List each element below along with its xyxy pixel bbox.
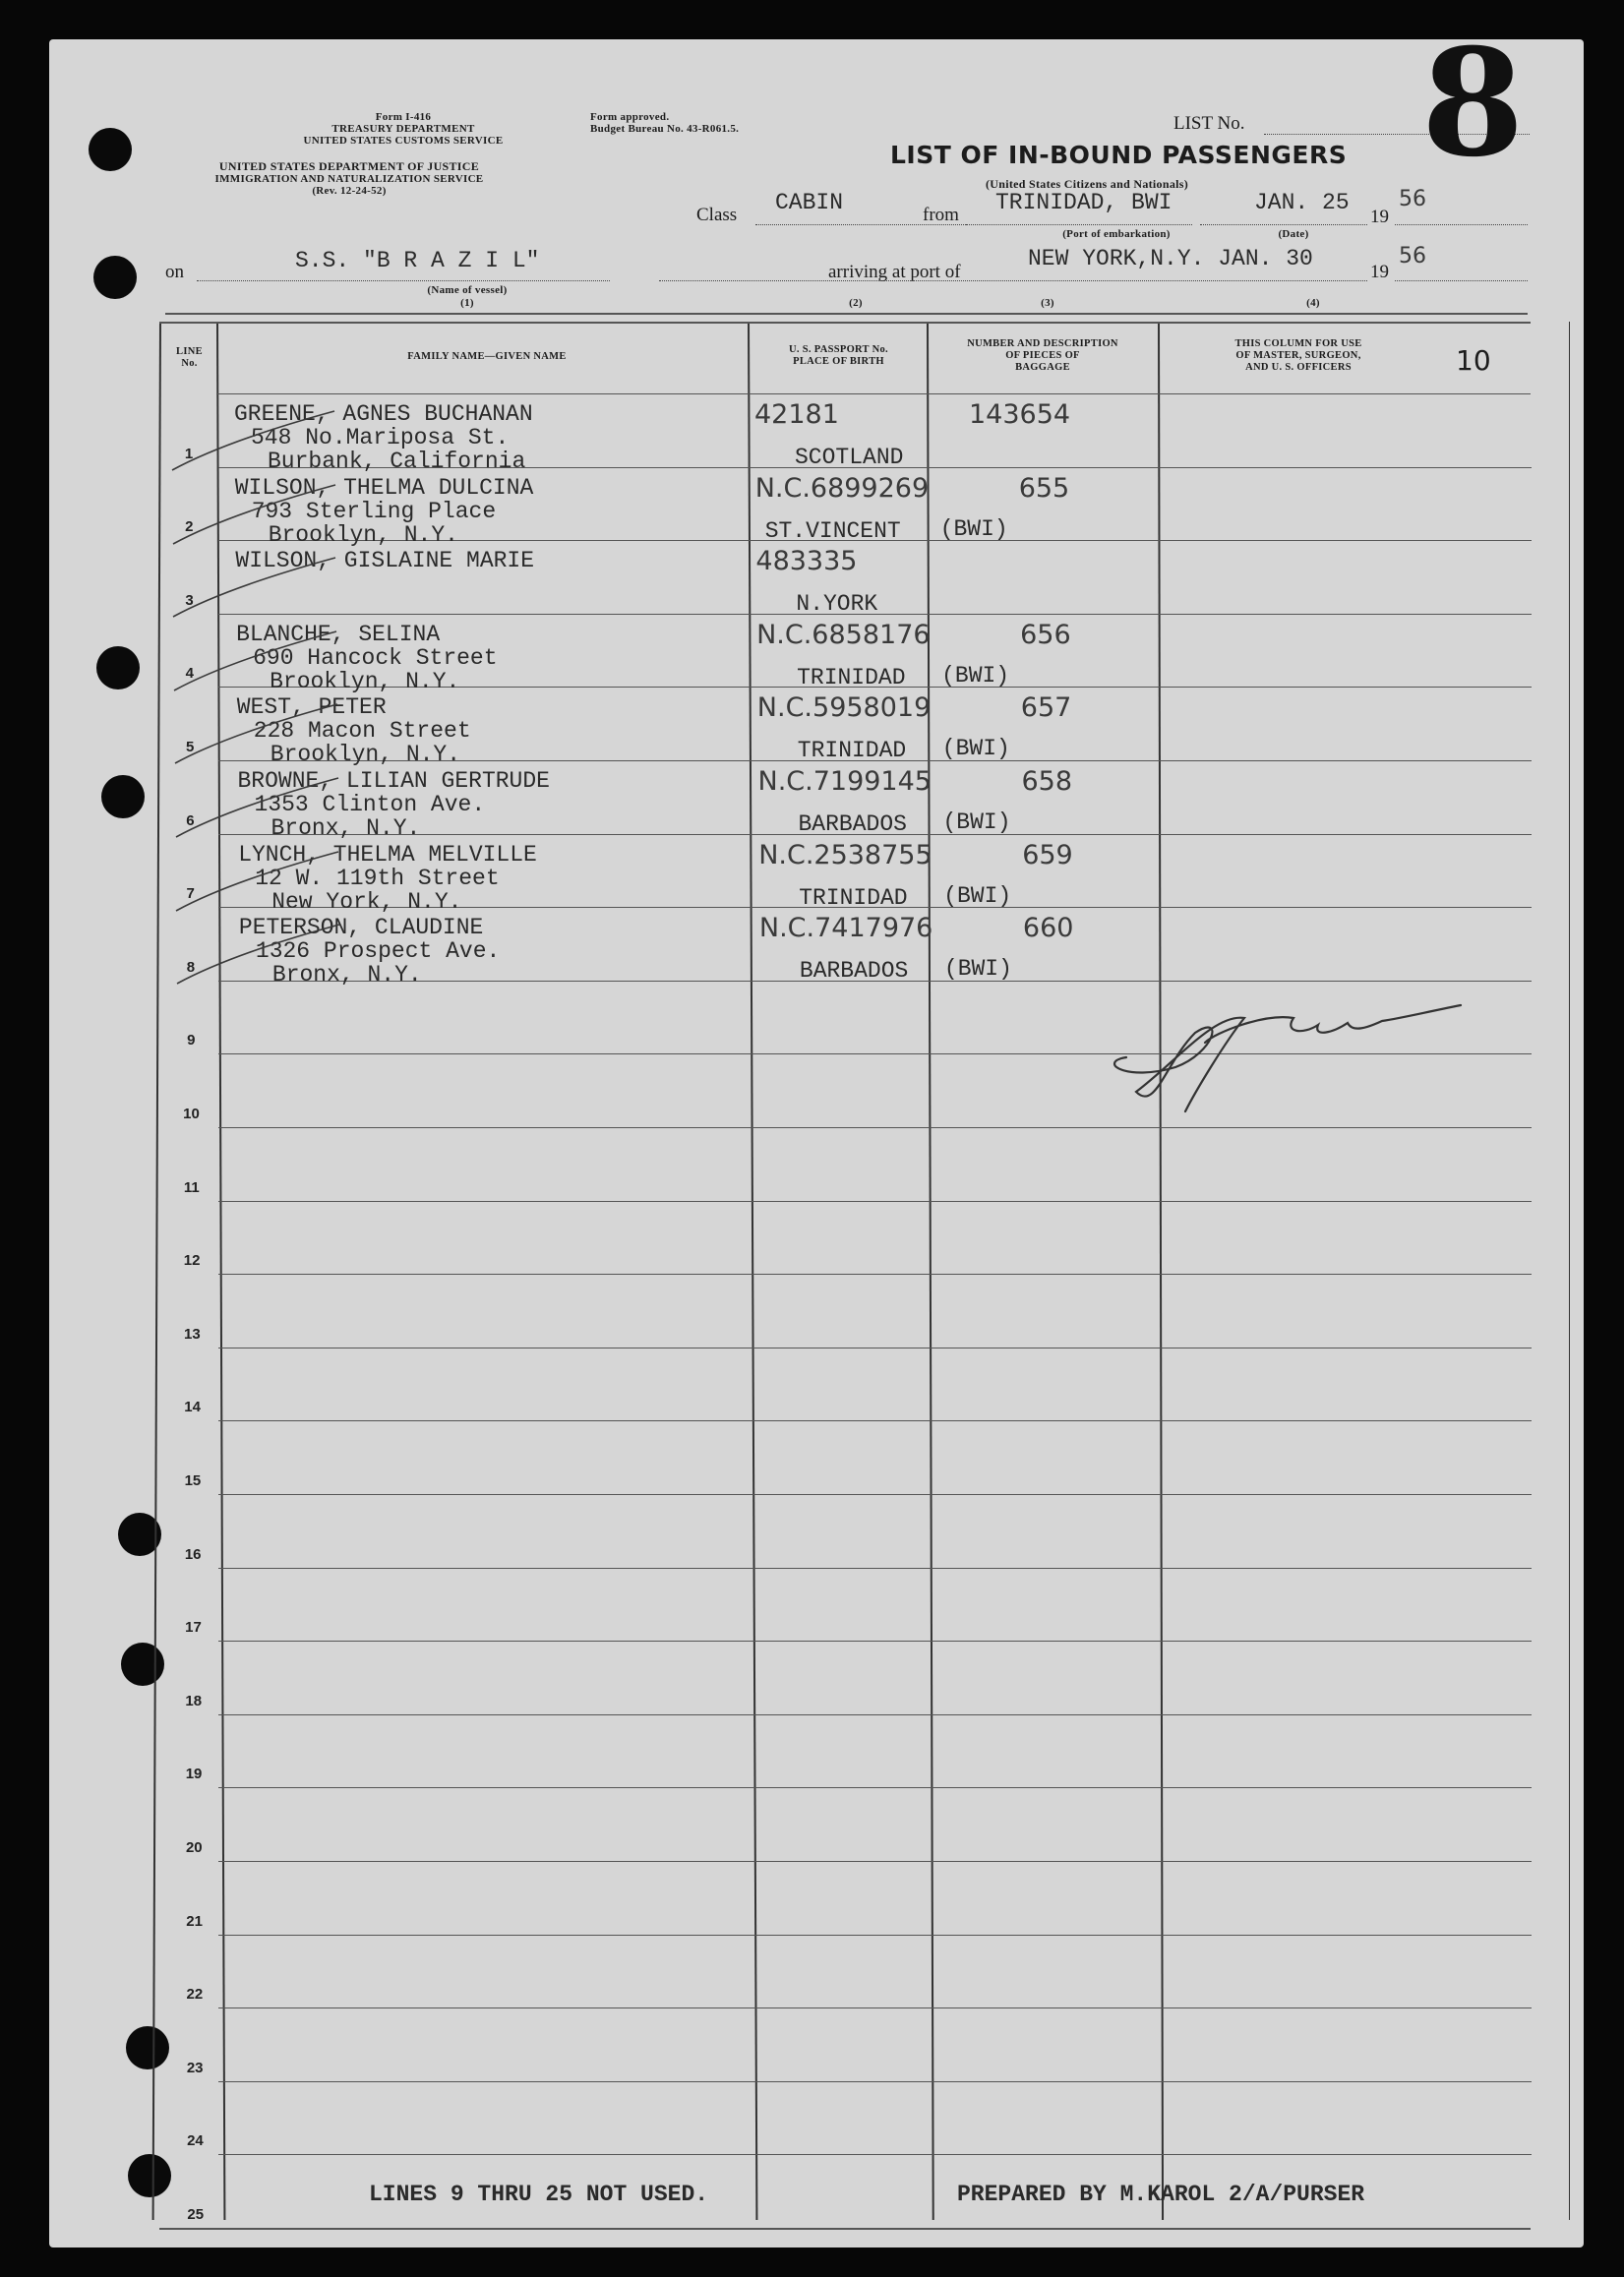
passenger-address-1: 1353 Clinton Ave. bbox=[254, 792, 486, 817]
line-number: 8 bbox=[186, 958, 196, 976]
row-divider bbox=[218, 1201, 1532, 1202]
from-label: from bbox=[923, 205, 959, 225]
passport-number: N.C.6858176 bbox=[756, 619, 931, 650]
officers-column-border bbox=[1569, 322, 1570, 2220]
arrival-year-prefix: 19 bbox=[1370, 262, 1389, 282]
line-number: 6 bbox=[186, 811, 195, 829]
revision: (Rev. 12-24-52) bbox=[312, 185, 387, 197]
arrival-line bbox=[659, 280, 1367, 281]
row-divider bbox=[218, 1641, 1532, 1642]
binder-hole bbox=[121, 1643, 164, 1686]
header-rule bbox=[165, 313, 1528, 315]
line-number: 9 bbox=[187, 1032, 196, 1049]
year-prefix: 19 bbox=[1370, 207, 1389, 227]
header-name: FAMILY NAME—GIVEN NAME bbox=[407, 351, 567, 362]
from-line bbox=[966, 224, 1192, 225]
col-number-4: (4) bbox=[1306, 297, 1320, 309]
page-title: LIST OF IN-BOUND PASSENGERS bbox=[890, 141, 1348, 169]
binder-hole bbox=[89, 128, 132, 171]
passenger-address-2: Bronx, N.Y. bbox=[271, 815, 421, 841]
arrival-year-value: 56 bbox=[1399, 244, 1426, 269]
arrival-port: NEW YORK,N.Y. JAN. 30 bbox=[1028, 246, 1313, 271]
place-of-birth: BARBADOS bbox=[798, 811, 907, 837]
port-of-embarkation-caption: (Port of embarkation) bbox=[1062, 228, 1171, 240]
vessel-caption: (Name of vessel) bbox=[427, 284, 508, 296]
vessel-line bbox=[197, 280, 610, 281]
treasury-department: TREASURY DEPARTMENT bbox=[331, 123, 475, 135]
passenger-address-2: Brooklyn, N.Y. bbox=[270, 668, 460, 694]
bwi-note: (BWI) bbox=[942, 809, 1011, 835]
class-value: CABIN bbox=[775, 190, 844, 215]
line-number: 18 bbox=[185, 1692, 203, 1709]
on-label: on bbox=[165, 262, 184, 282]
passenger-address-1: 228 Macon Street bbox=[253, 718, 471, 745]
passport-number: N.C.7417976 bbox=[758, 913, 933, 944]
passport-number: 483335 bbox=[755, 546, 858, 577]
customs-service: UNITED STATES CUSTOMS SERVICE bbox=[303, 135, 504, 147]
row-divider bbox=[218, 1714, 1532, 1715]
binder-hole bbox=[96, 646, 140, 689]
bwi-note: (BWI) bbox=[941, 736, 1010, 762]
col-number-2: (2) bbox=[849, 297, 863, 309]
date-caption: (Date) bbox=[1278, 228, 1309, 240]
year-line bbox=[1395, 224, 1528, 225]
line-number: 25 bbox=[187, 2206, 205, 2223]
line-number: 22 bbox=[186, 1986, 204, 2004]
row-divider bbox=[218, 2007, 1532, 2008]
baggage-description: 656 bbox=[1020, 619, 1071, 650]
header-line-no: LINE No. bbox=[176, 346, 203, 369]
manifest-sheet bbox=[49, 17, 1584, 2247]
passenger-name: WILSON, GISLAINE MARIE bbox=[235, 548, 535, 574]
line-number: 14 bbox=[184, 1399, 201, 1416]
bwi-note: (BWI) bbox=[939, 515, 1008, 542]
col-number-3: (3) bbox=[1041, 297, 1054, 309]
row-divider bbox=[218, 2081, 1532, 2082]
line-number: 21 bbox=[186, 1912, 203, 1930]
passport-number: N.C.2538755 bbox=[758, 839, 932, 870]
table-top-border bbox=[159, 322, 1531, 324]
tick-mark bbox=[171, 773, 368, 852]
passenger-name: GREENE, AGNES BUCHANAN bbox=[234, 401, 533, 427]
passport-number: N.C.7199145 bbox=[757, 766, 932, 797]
place-of-birth: ST.VINCENT bbox=[764, 517, 901, 544]
line-number: 16 bbox=[184, 1545, 202, 1563]
line-number: 24 bbox=[187, 2132, 204, 2150]
row-divider bbox=[218, 1274, 1532, 1275]
from-date: JAN. 25 bbox=[1254, 190, 1350, 215]
from-port: TRINIDAD, BWI bbox=[995, 190, 1173, 215]
baggage-description: 143654 bbox=[969, 399, 1071, 430]
header-officers: THIS COLUMN FOR USE OF MASTER, SURGEON, AND U. S. OFFICERS bbox=[1234, 338, 1362, 373]
vessel-name: S.S. "B R A Z I L" bbox=[295, 248, 540, 273]
passport-number: 42181 bbox=[754, 399, 839, 430]
bwi-note: (BWI) bbox=[943, 956, 1012, 983]
passenger-name: LYNCH, THELMA MELVILLE bbox=[238, 841, 537, 868]
passenger-address-2: Brooklyn, N.Y. bbox=[270, 742, 461, 768]
ins: IMMIGRATION AND NATURALIZATION SERVICE bbox=[214, 173, 484, 185]
line-number: 12 bbox=[183, 1252, 201, 1270]
officers-count: 10 bbox=[1456, 344, 1491, 377]
tick-mark bbox=[169, 627, 366, 705]
baggage-description: 655 bbox=[1018, 472, 1070, 504]
passenger-name: BROWNE, LILIAN GERTRUDE bbox=[237, 768, 550, 794]
line-number: 13 bbox=[184, 1325, 201, 1343]
line-number: 1 bbox=[184, 445, 194, 462]
bwi-note: (BWI) bbox=[941, 662, 1010, 689]
binder-hole bbox=[128, 2154, 171, 2197]
header-bottom-border bbox=[216, 393, 1531, 394]
form-approved: Form approved. bbox=[590, 111, 670, 123]
tick-mark bbox=[168, 553, 365, 631]
passport-number: N.C.5958019 bbox=[756, 692, 932, 724]
tick-mark bbox=[170, 699, 367, 778]
binder-hole bbox=[93, 256, 137, 299]
place-of-birth: BARBADOS bbox=[799, 958, 909, 985]
place-of-birth: SCOTLAND bbox=[795, 445, 904, 470]
passenger-address-2: Burbank, California bbox=[268, 449, 526, 474]
place-of-birth: TRINIDAD bbox=[797, 738, 907, 764]
line-number: 10 bbox=[183, 1106, 200, 1122]
list-no-label: LIST No. bbox=[1173, 113, 1245, 134]
lines-not-used-note: LINES 9 THRU 25 NOT USED. bbox=[369, 2182, 709, 2207]
department-of-justice: UNITED STATES DEPARTMENT OF JUSTICE bbox=[218, 159, 480, 173]
passenger-address-2: Bronx, N.Y. bbox=[271, 962, 422, 989]
row-divider bbox=[159, 2228, 1531, 2230]
prepared-by: PREPARED BY M.KAROL 2/A/PURSER bbox=[957, 2182, 1365, 2207]
binder-hole bbox=[126, 2026, 169, 2069]
passenger-address-1: 548 No.Mariposa St. bbox=[251, 425, 510, 450]
row-divider bbox=[218, 1494, 1532, 1495]
baggage-description: 660 bbox=[1022, 913, 1074, 944]
row-divider bbox=[218, 2154, 1532, 2155]
line-number: 7 bbox=[186, 885, 195, 903]
header-baggage: NUMBER AND DESCRIPTION OF PIECES OF BAGGAGE bbox=[967, 338, 1118, 373]
place-of-birth: TRINIDAD bbox=[797, 664, 906, 690]
line-number: 17 bbox=[185, 1619, 202, 1637]
passenger-name: WILSON, THELMA DULCINA bbox=[234, 474, 534, 501]
passenger-address-1: 12 W. 119th Street bbox=[255, 865, 500, 891]
line-number: 15 bbox=[184, 1472, 202, 1489]
form-number: Form I-416 bbox=[375, 111, 432, 123]
passenger-name: BLANCHE, SELINA bbox=[236, 621, 441, 647]
row-divider bbox=[218, 1861, 1532, 1862]
baggage-description: 658 bbox=[1021, 766, 1073, 797]
passenger-address-2: New York, N.Y. bbox=[271, 888, 462, 915]
passport-number: N.C.6899269 bbox=[754, 472, 930, 504]
row-divider bbox=[218, 1787, 1532, 1788]
list-number: 8 bbox=[1421, 17, 1525, 190]
line-number: 23 bbox=[186, 2059, 204, 2076]
row-divider bbox=[218, 1127, 1532, 1128]
passenger-name: WEST, PETER bbox=[236, 694, 387, 721]
passenger-address-1: 1326 Prospect Ave. bbox=[255, 938, 501, 965]
class-label: Class bbox=[696, 205, 738, 225]
passenger-address-2: Brooklyn, N.Y. bbox=[268, 521, 458, 548]
passenger-address-1: 690 Hancock Street bbox=[253, 644, 498, 671]
arrival-year-line bbox=[1395, 280, 1528, 281]
tick-mark bbox=[171, 847, 368, 926]
page-subtitle: (United States Citizens and Nationals) bbox=[985, 177, 1189, 191]
baggage-description: 657 bbox=[1020, 692, 1072, 724]
signature bbox=[1067, 974, 1480, 1121]
tick-mark bbox=[172, 920, 369, 998]
arriving-label: arriving at port of bbox=[828, 262, 961, 282]
passenger-name: PETERSON, CLAUDINE bbox=[238, 915, 484, 941]
line-number: 3 bbox=[185, 591, 194, 609]
col-number-1: (1) bbox=[460, 297, 474, 309]
line-number: 19 bbox=[185, 1766, 203, 1783]
line-number: 4 bbox=[185, 665, 194, 683]
baggage-description: 659 bbox=[1022, 839, 1073, 870]
tick-mark bbox=[167, 406, 364, 485]
place-of-birth: TRINIDAD bbox=[799, 884, 908, 911]
budget-bureau: Budget Bureau No. 43-R061.5. bbox=[590, 123, 740, 135]
year-value: 56 bbox=[1399, 187, 1426, 211]
binder-hole bbox=[101, 775, 145, 818]
from-date-line bbox=[1200, 224, 1367, 225]
row-divider bbox=[218, 1935, 1532, 1936]
row-divider bbox=[218, 1568, 1532, 1569]
line-number: 5 bbox=[185, 739, 195, 755]
place-of-birth: N.YORK bbox=[796, 591, 878, 618]
line-number: 2 bbox=[185, 518, 194, 536]
line-number: 20 bbox=[185, 1839, 203, 1856]
header-passport: U. S. PASSPORT No. PLACE OF BIRTH bbox=[789, 344, 888, 367]
bwi-note: (BWI) bbox=[943, 882, 1012, 909]
passenger-address-1: 793 Sterling Place bbox=[251, 498, 497, 524]
table-left-border bbox=[152, 322, 161, 2220]
tick-mark bbox=[168, 480, 365, 559]
row-divider bbox=[218, 1420, 1532, 1421]
line-number: 11 bbox=[183, 1178, 200, 1196]
